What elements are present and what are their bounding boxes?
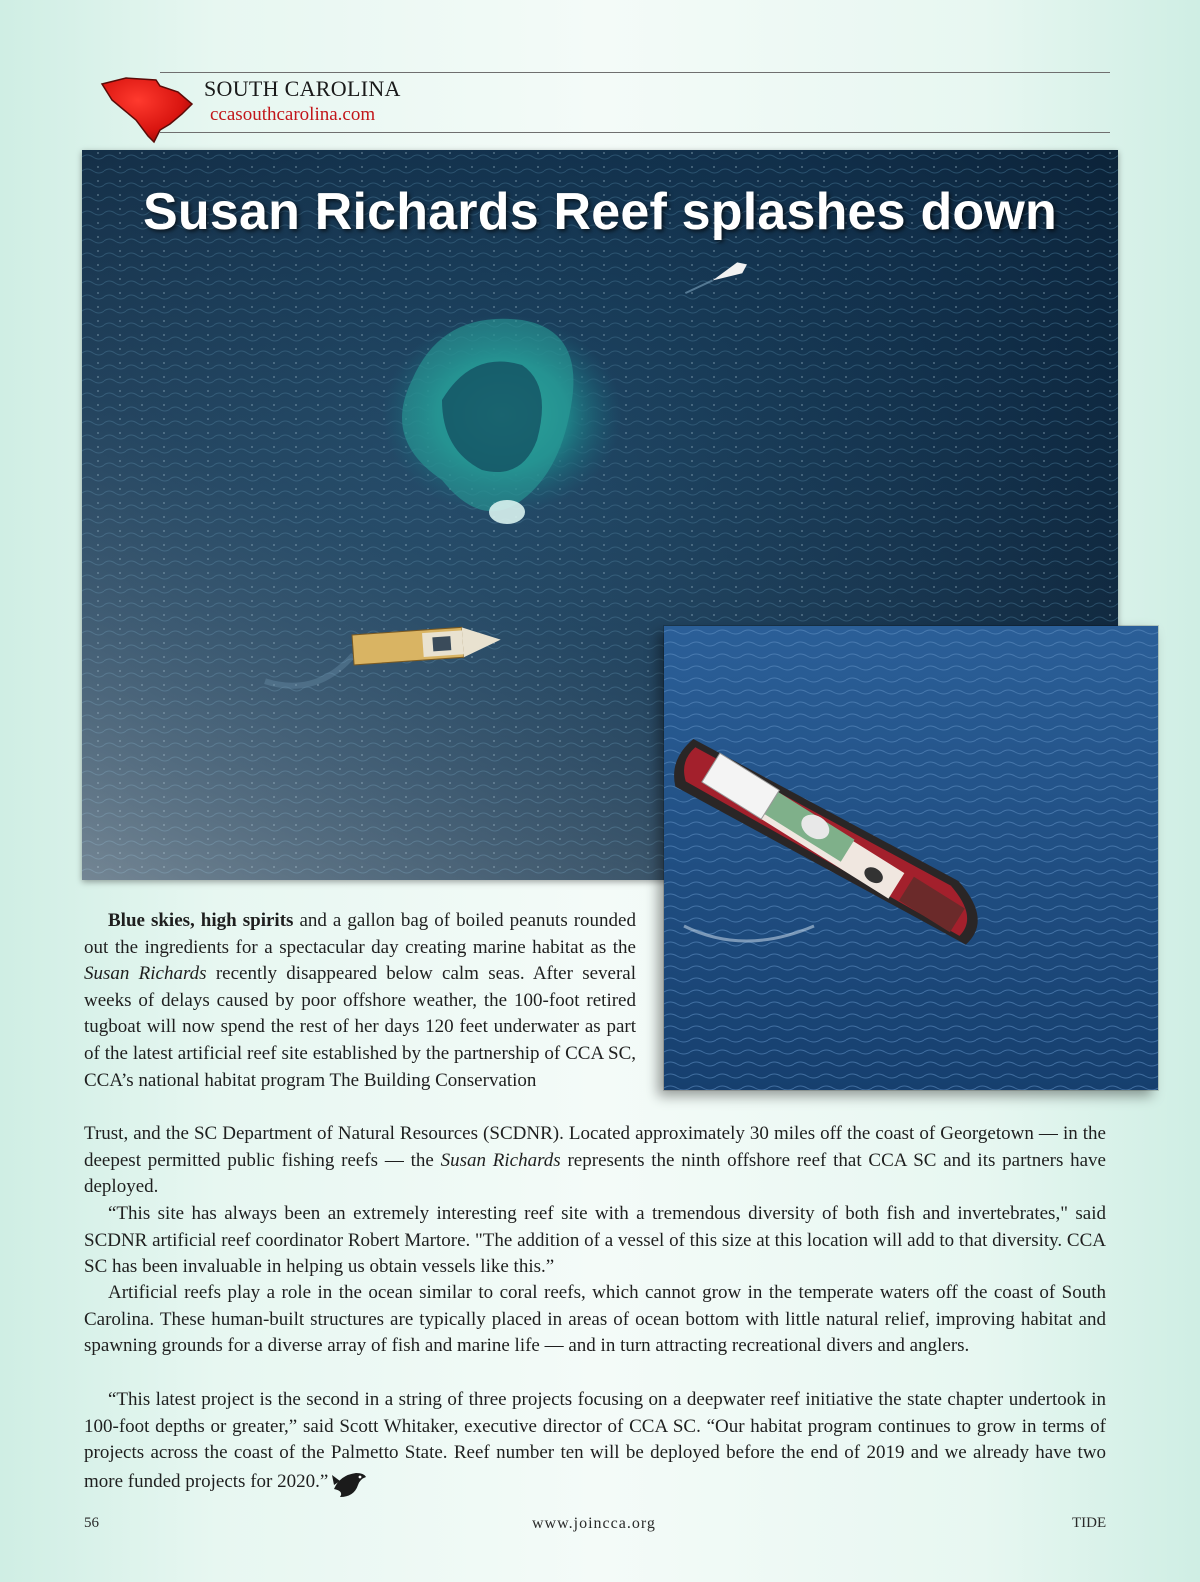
article-quote-martore: “This site has always been an extremely interesting reef site with a tremendous diversity of both fish and invertebrates," said SCDNR artificial reef coordinator Robert Martore. "The addition of a vessel of this size at this location will add to that diversity. CCA SC has been invaluable in helping us obtain vessels like this.” [84, 1203, 1106, 1278]
header-website-link[interactable]: ccasouthcarolina.com [210, 104, 376, 125]
article-paragraph-4 [84, 1387, 1106, 1501]
article-text-span: represents the ninth offshore reef that CCA SC and its partners have deployed. [84, 1149, 1106, 1198]
vessel-name: Susan Richards [440, 1149, 561, 1171]
header-state-name: SOUTH CAROLINA [204, 76, 401, 101]
article-paragraph-2 [84, 1201, 1106, 1281]
south-carolina-map-icon [96, 70, 202, 146]
article-artificial-reefs: Artificial reefs play a role in the ocean similar to coral reefs, which cannot grow in the temperate waters off the coast of South Carolina. These human-built structures are typically placed in areas of ocean bottom with little natural relief, improving habitat and spawning grounds for a diverse array of fish and marine life — and in turn attracting recreational divers and anglers. [84, 1282, 1106, 1357]
article-headline: Susan Richards Reef splashes down [143, 183, 1057, 241]
article-text-span: and a gallon bag of boiled peanuts rounded out the ingredients for a spectacular day creating marine habitat as the [84, 910, 636, 958]
article-paragraph-3 [84, 1280, 1106, 1360]
article-paragraph-1-intro [84, 908, 636, 1094]
tugboat-inset-photo [664, 626, 1158, 1090]
vessel-name: Susan Richards [84, 963, 207, 985]
article-text-span: recently disappeared below calm seas. After several weeks of delays caused by poor offshore weather, the 100-foot retired tugboat will now spend the rest of her days 120 feet underwater as part of the latest artificial reef site established by the partnership of CCA SC, CCA’s national habitat program The Building Conservation [84, 963, 636, 1091]
header-top-rule [160, 72, 1110, 73]
fish-end-mark-icon [330, 1467, 368, 1501]
page-number: 56 [84, 1515, 99, 1531]
footer-website-link[interactable]: www.joincca.org [532, 1515, 656, 1532]
article-lead-in: Blue skies, high spirits [108, 910, 294, 931]
header-bottom-rule [160, 132, 1110, 133]
article-quote-whitaker: “This latest project is the second in a string of three projects focusing on a deepwater reef initiative the state chapter undertook in 100-foot depths or greater,” said Scott Whitaker, executive director of CCA SC. “Our habitat program continues to grow in terms of projects across the coast of the Palmetto State. Reef number ten will be deployed before the end of 2019 and we already have two more funded projects for 2020.” [84, 1389, 1106, 1492]
article-text-span: Trust, and the SC Department of Natural Resources (SCDNR). Located approximately 30 miles off the coast of Georgetown — in the deepest permitted public fishing reefs — the [84, 1123, 1106, 1171]
magazine-name: TIDE [1072, 1515, 1107, 1531]
article-paragraph-1-continuation [84, 1121, 1106, 1201]
